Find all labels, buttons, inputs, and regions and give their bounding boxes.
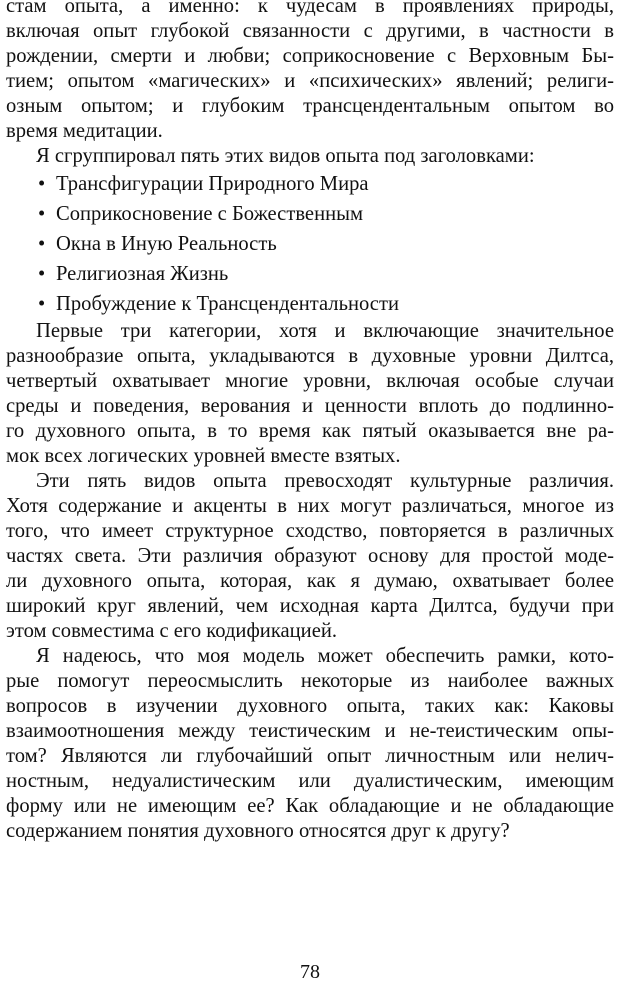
text-line: том? Являются ли глубочайший опыт личностным или нелич- (6, 745, 614, 767)
text-line: включая опыт глубокой связанности с другими, в частности в (6, 20, 614, 42)
paragraph-3 (6, 319, 614, 469)
text-line: ли духовного опыта, которая, как я думаю, охватывает более (6, 570, 614, 592)
text-column (6, 0, 614, 844)
paragraph-2 (6, 144, 614, 169)
list-item: • Религиозная Жизнь (6, 259, 614, 289)
text-line: озным опытом; и глубоким трансцендентальным опытом во (6, 95, 614, 117)
list-item: • Окна в Иную Реальность (6, 229, 614, 259)
text-line: стам опыта, а именно: к чудесам в проявлениях природы, (6, 0, 614, 17)
paragraph-4 (6, 469, 614, 644)
text-line: содержанием понятия духовного относятся друг к другу? (6, 820, 510, 842)
bullet-list (6, 169, 614, 319)
paragraph-1 (6, 0, 614, 144)
text-line: ностным, недуалистическим или дуалистическим, имеющим (6, 770, 614, 792)
paragraph-5 (6, 644, 614, 844)
text-line: Первые три категории, хотя и включающие значительное (36, 320, 614, 342)
text-line: вопросов в изучении духовного опыта, таких как: Каковы (6, 695, 614, 717)
text-line: Я сгруппировал пять этих видов опыта под заголовками: (36, 145, 535, 167)
text-line: этом совместима с его кодификацией. (6, 620, 338, 642)
text-line: разнообразие опыта, укладываются в духовные уровни Дилтса, (6, 345, 614, 367)
text-line: рые помогут переосмыслить некоторые из наиболее важных (6, 670, 614, 692)
text-line: частях света. Эти различия образуют основу для простой моде- (6, 545, 614, 567)
text-line: широкий круг явлений, чем исходная карта Дилтса, будучи при (6, 595, 614, 617)
text-line: того, что имеет структурное сходство, повторяется в различных (6, 520, 614, 542)
text-line: Эти пять видов опыта превосходят культурные различия. (36, 470, 614, 492)
list-item: • Пробуждение к Трансцендентальности (6, 289, 614, 319)
text-line: Я надеюсь, что моя модель может обеспечить рамки, кото- (36, 645, 614, 667)
page-number: 78 (300, 961, 320, 983)
text-line: взаимоотношения между теистическим и не-теистическим опы- (6, 720, 614, 742)
text-line: среды и поведения, верования и ценности вплоть до подлинно- (6, 395, 614, 417)
list-item: • Трансфигурации Природного Мира (6, 169, 614, 199)
text-line: форму или не имеющим ее? Как обладающие и не обладающие (6, 795, 614, 817)
text-line: тием; опытом «магических» и «психических» явлений; религи- (6, 70, 614, 92)
text-line: четвертый охватывает многие уровни, включая особые случаи (6, 370, 614, 392)
text-line: время медитации. (6, 120, 163, 142)
text-line: го духовного опыта, в то время как пятый оказывается вне ра- (6, 420, 614, 442)
text-line: рождении, смерти и любви; соприкосновение с Верховным Бы- (6, 45, 614, 67)
text-line: мок всех логических уровней вместе взятых. (6, 445, 401, 467)
text-line: Хотя содержание и акценты в них могут различаться, многое из (6, 495, 614, 517)
list-item: • Соприкосновение с Божественным (6, 199, 614, 229)
